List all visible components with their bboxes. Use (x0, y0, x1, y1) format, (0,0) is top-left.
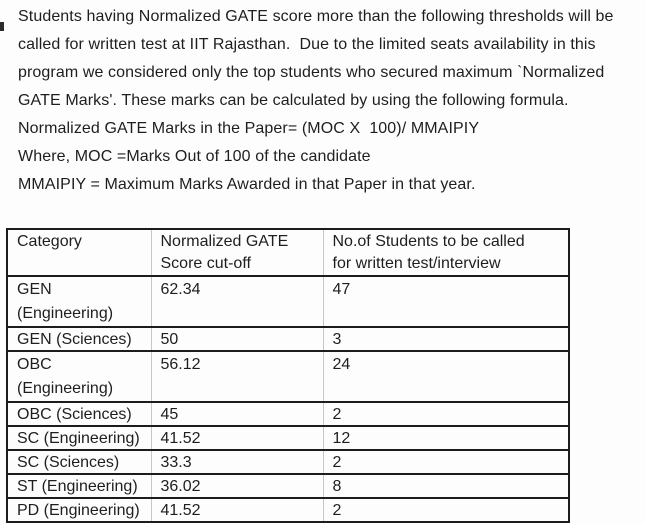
table-row-obc-sciences (7, 402, 569, 426)
paragraph-line: Students having Normalized GATE score more than the following thresholds will be (18, 8, 614, 25)
cell-cutoff (151, 498, 323, 522)
cell-text: 3 (332, 331, 342, 348)
cell-cutoff (151, 327, 323, 351)
header-text: Score cut-off (160, 255, 251, 272)
cell-students (323, 327, 569, 351)
paragraph-line: program we considered only the top students who secured maximum `Normalized (18, 64, 605, 81)
header-text: for written test/interview (332, 255, 501, 272)
paragraph-line: called for written test at IIT Rajasthan. Due to the limited seats availability in this (18, 36, 596, 53)
cell-text: 2 (332, 406, 342, 423)
table-row-st-engineering (7, 474, 569, 498)
table-row-pd-engineering (7, 498, 569, 522)
cell-text: GEN (Sciences) (17, 331, 132, 348)
cell-text: 36.02 (160, 478, 201, 495)
cell-text: 41.52 (160, 502, 201, 519)
header-cell-category (7, 229, 151, 276)
cell-text: (Engineering) (17, 305, 114, 322)
cell-cutoff (151, 450, 323, 474)
cell-text: OBC (Sciences) (17, 406, 132, 423)
cell-text: 12 (332, 430, 351, 447)
cell-students (323, 276, 569, 327)
cell-text: SC (Engineering) (17, 430, 140, 447)
cell-category (7, 276, 151, 327)
cell-cutoff (151, 276, 323, 327)
cell-text: 8 (332, 478, 342, 495)
header-text: Category (17, 233, 82, 250)
table-row-gen-sciences (7, 327, 569, 351)
cell-cutoff (151, 474, 323, 498)
cell-text: 24 (332, 356, 351, 373)
cell-category (7, 402, 151, 426)
cell-text: 62.34 (160, 281, 201, 298)
cell-students (323, 351, 569, 402)
paragraph-line: Normalized GATE Marks in the Paper= (MOC X 100)/ MMAIPIY (18, 120, 480, 137)
paragraph-line: MMAIPIY = Maximum Marks Awarded in that Paper in that year. (18, 176, 476, 193)
cell-text: 50 (160, 331, 179, 348)
clipped-list-marker-icon (0, 22, 4, 31)
cell-category (7, 426, 151, 450)
table-header-row (7, 229, 569, 276)
header-cell-students (323, 229, 569, 276)
cell-category (7, 351, 151, 402)
cell-cutoff (151, 402, 323, 426)
cell-text: SC (Sciences) (17, 454, 120, 471)
cell-cutoff (151, 426, 323, 450)
cell-text: 33.3 (160, 454, 192, 471)
cell-text: (Engineering) (17, 380, 114, 397)
cell-cutoff (151, 351, 323, 402)
table-row-obc-engineering (7, 351, 569, 402)
table-row-gen-engineering (7, 276, 569, 327)
header-text: Normalized GATE (160, 233, 289, 250)
cell-text: 41.52 (160, 430, 201, 447)
cell-students (323, 402, 569, 426)
cell-text: PD (Engineering) (17, 502, 140, 519)
cell-category (7, 327, 151, 351)
cell-category (7, 474, 151, 498)
cell-students (323, 498, 569, 522)
paragraph-line: GATE Marks'. These marks can be calculated by using the following formula. (18, 92, 569, 109)
cell-text: 56.12 (160, 356, 201, 373)
cutoff-table (6, 228, 570, 523)
cell-students (323, 426, 569, 450)
cell-students (323, 450, 569, 474)
cell-category (7, 450, 151, 474)
cell-text: 2 (332, 502, 342, 519)
cell-text: 45 (160, 406, 179, 423)
paragraph-line: Where, MOC =Marks Out of 100 of the candidate (18, 148, 371, 165)
intro-paragraph (18, 3, 614, 199)
cell-text: OBC (17, 356, 52, 373)
table-row-sc-engineering (7, 426, 569, 450)
table-row-sc-sciences (7, 450, 569, 474)
cell-category (7, 498, 151, 522)
cell-text: GEN (17, 281, 52, 298)
header-text: No.of Students to be called (332, 233, 525, 250)
header-cell-cutoff (151, 229, 323, 276)
cell-students (323, 474, 569, 498)
cell-text: 2 (332, 454, 342, 471)
cell-text: ST (Engineering) (17, 478, 138, 495)
cell-text: 47 (332, 281, 351, 298)
